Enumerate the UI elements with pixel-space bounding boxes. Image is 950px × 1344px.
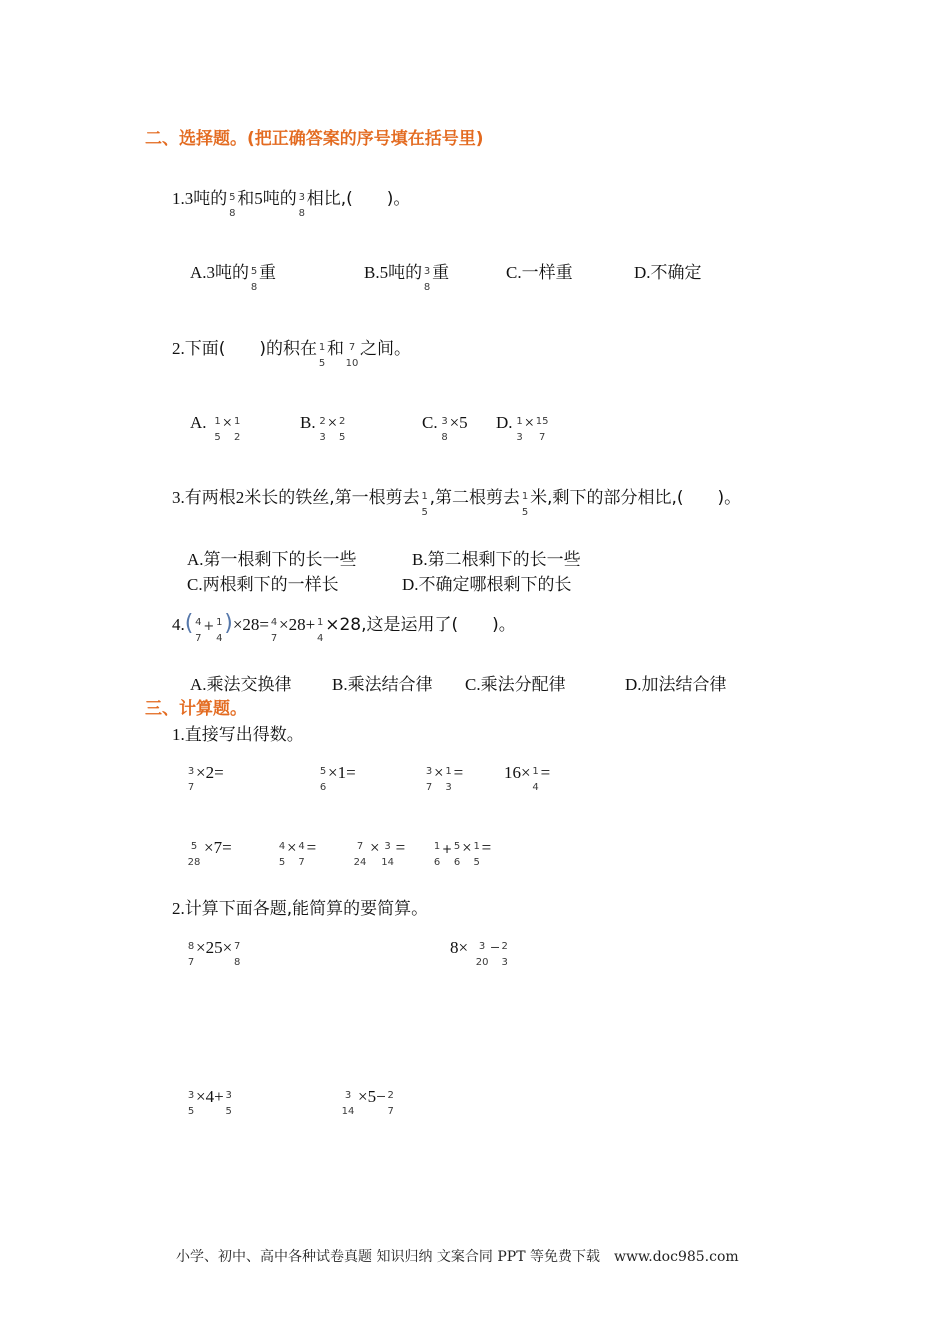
- calc1-item-1: 3 7 ×2=: [187, 763, 224, 793]
- q4-left-paren: (: [184, 611, 194, 636]
- q2-option-d: D. 1 3 × 15 7: [496, 413, 549, 443]
- calc2-expr-4: 3 14 ×5− 2 7: [341, 1087, 394, 1117]
- q1-option-b: B.5吨的 3 8 重: [364, 263, 450, 293]
- q3-option-c: C.两根剩下的一样长: [187, 575, 339, 595]
- question-3: 3.有两根2米长的铁丝,第一根剪去 1 5 ,第二根剪去 1 5 米,剩下的部分相比,( )。: [172, 488, 742, 518]
- q4-option-a: A.乘法交换律: [190, 675, 292, 695]
- q4-right-paren: ): [224, 611, 233, 636]
- q2-option-a: A. 1 5 × 1 2: [190, 413, 241, 443]
- question-2: 2.下面( )的积在 1 5 和 7 10 之间。: [172, 339, 412, 369]
- q4-fraction-3: 4 7: [270, 617, 278, 644]
- calc2-expr-2: 8× 3 20 − 2 3: [450, 938, 508, 968]
- q4-fraction-1: 4 7: [195, 617, 202, 644]
- calc1-item-5: 5 28 ×7=: [187, 838, 232, 868]
- q2-option-c: C. 3 8 ×5: [422, 413, 468, 443]
- section-2-title: 二、选择题。(把正确答案的序号填在括号里): [145, 129, 484, 149]
- q4-option-b: B.乘法结合律: [332, 675, 433, 695]
- q1-text-d: 相比,( )。: [306, 189, 411, 209]
- calc1-item-7: 7 24 × 3 14 =: [353, 838, 406, 868]
- calc1-item-2: 5 6 ×1=: [319, 763, 356, 793]
- calc1-item-8: 1 6 + 5 6 × 1 5 =: [433, 838, 492, 868]
- q1-num-3: 3: [184, 189, 194, 208]
- q2-fraction-2: 7 10: [345, 342, 359, 369]
- calc1-item-3: 3 7 × 1 3 =: [425, 763, 464, 793]
- page-footer: 小学、初中、高中各种试卷真题 知识归纳 文案合同 PPT 等免费下载 www.doc985.com: [176, 1249, 739, 1265]
- question-1: [172, 188, 411, 219]
- q1-number: 1.: [172, 189, 185, 208]
- q4-fraction-4: 1 4: [317, 617, 324, 644]
- q3-option-d: D.不确定哪根剩下的长: [402, 575, 572, 595]
- calc2-expr-3: 3 5 ×4+ 3 5: [187, 1087, 232, 1117]
- calc1-item-4: 16× 1 4 =: [504, 763, 551, 793]
- q4-option-d: D.加法结合律: [625, 675, 727, 695]
- q1-text-c: 吨的: [262, 189, 297, 209]
- q1-fraction-1: 5 8: [229, 192, 236, 219]
- calc2-expr-1: 8 7 ×25× 7 8: [187, 938, 241, 968]
- q1-fraction-2: 3 8: [298, 192, 305, 219]
- q1-option-a: A.3吨的 5 8 重: [190, 263, 277, 293]
- q3-option-b: B.第二根剩下的长一些: [412, 550, 581, 570]
- q1-option-b-fraction: 3 8: [423, 266, 431, 293]
- q3-fraction-1: 1 5: [421, 491, 428, 518]
- question-4: 4.( 4 7 + 1 4 )×28= 4 7 ×28+ 1 4 ×28,这是运用了( )。: [172, 611, 516, 644]
- q3-option-a: A.第一根剩下的长一些: [187, 550, 357, 570]
- calc-2-heading: 2.计算下面各题,能简算的要简算。: [172, 899, 429, 919]
- q2-fraction-1: 1 5: [318, 342, 326, 369]
- calc1-item-6: 4 5 × 4 7 =: [278, 838, 317, 868]
- q1-option-d: D.不确定: [634, 263, 702, 283]
- q1-option-c: C.一样重: [506, 263, 573, 283]
- q4-fraction-2: 1 4: [216, 617, 223, 644]
- calc-1-heading: 1.直接写出得数。: [172, 725, 304, 745]
- q1-text-b: 和: [237, 189, 255, 209]
- q1-text-a: 吨的: [193, 189, 228, 209]
- q1-option-a-fraction: 5 8: [250, 266, 258, 293]
- q4-option-c: C.乘法分配律: [465, 675, 566, 695]
- q1-num-5: 5: [254, 189, 263, 208]
- q3-fraction-2: 1 5: [521, 491, 529, 518]
- q2-option-b: B. 2 3 × 2 5: [300, 413, 346, 443]
- section-3-title: 三、计算题。: [145, 699, 247, 719]
